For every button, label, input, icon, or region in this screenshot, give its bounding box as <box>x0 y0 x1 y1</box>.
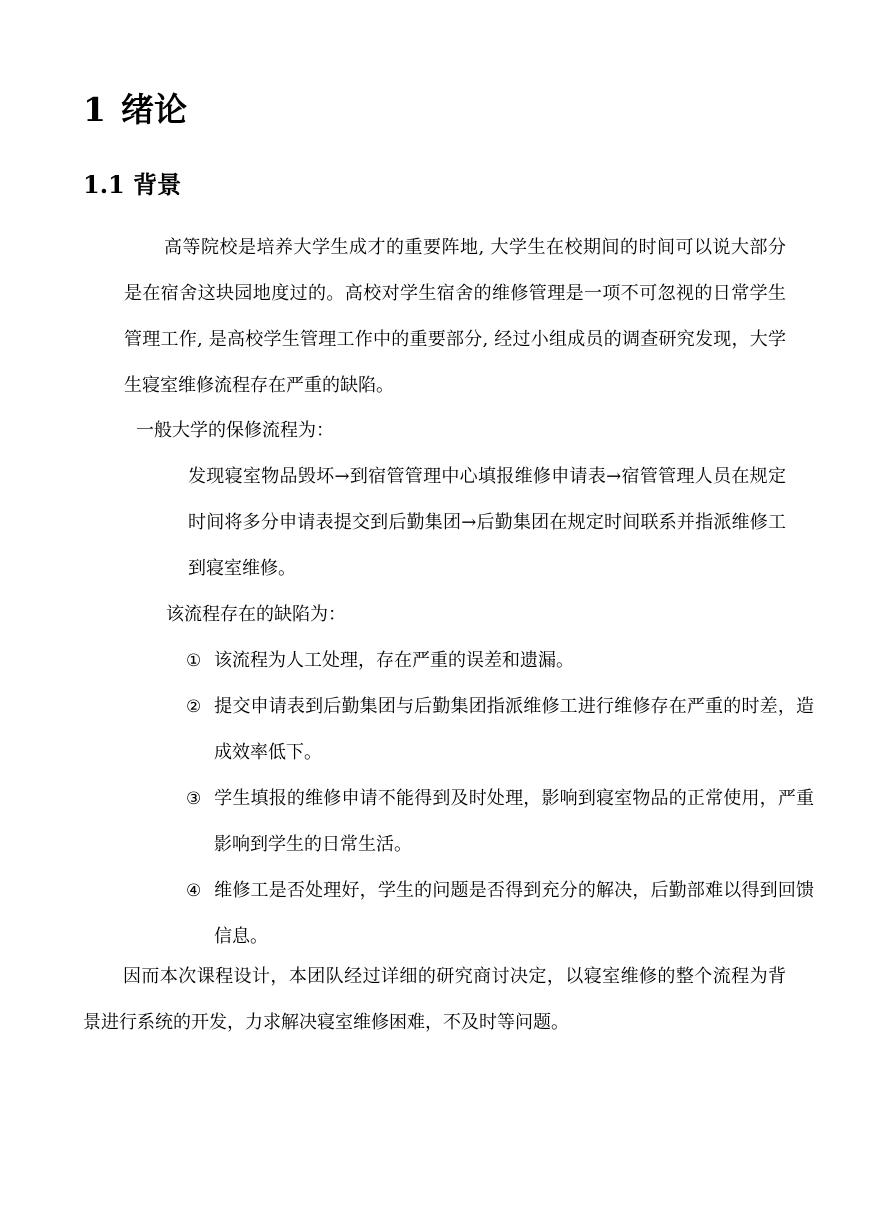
chapter-number: 1 <box>83 90 106 129</box>
defect-text: 提交申请表到后勤集团与后勤集团指派维修工进行维修存在严重的时差，造成效率低下。 <box>214 696 814 763</box>
defect-list-item <box>186 638 814 684</box>
flow-lead-text: 一般大学的保修流程为： <box>136 420 334 441</box>
circled-number-marker: ③ <box>186 789 202 809</box>
intro-paragraph: 高等院校是培养大学生成才的重要阵地, 大学生在校期间的时间可以说大部分是在宿舍这块园地度过的。高校对学生宿舍的维修管理是一项不可忽视的日常学生管理工作, 是高校学生管理工作中的重要部分, 经过小组成员的调查研究发现，大学生寝室维修流程存在严重的缺陷。 <box>124 237 786 396</box>
defect-list-item <box>186 684 814 776</box>
defect-list-item <box>186 868 814 960</box>
circled-number-marker: ① <box>186 651 202 671</box>
defect-list-item <box>186 776 814 868</box>
defect-text: 维修工是否处理好，学生的问题是否得到充分的解决，后勤部难以得到回馈信息。 <box>214 880 814 947</box>
chapter-heading <box>83 86 187 134</box>
circled-number-marker: ② <box>186 697 202 717</box>
repair-flow-paragraph: 发现寝室物品毁坏→到宿管管理中心填报维修申请表→宿管管理人员在规定时间将多分申请表提交到后勤集团→后勤集团在规定时间联系并指派维修工到寝室维修。 <box>188 466 786 579</box>
defects-lead-text: 该流程存在的缺陷为： <box>166 604 346 625</box>
defect-text: 该流程为人工处理，存在严重的误差和遗漏。 <box>214 650 574 671</box>
circled-number-marker: ④ <box>186 881 202 901</box>
chapter-title: 绪论 <box>120 90 187 129</box>
conclusion-paragraph: 因而本次课程设计，本团队经过详细的研究商讨决定，以寝室维修的整个流程为背景进行系统的开发，力求解决寝室维修困难，不及时等问题。 <box>83 966 786 1033</box>
section-heading: 1.1 背景 <box>83 170 182 199</box>
defect-text: 学生填报的维修申请不能得到及时处理，影响到寝室物品的正常使用，严重影响到学生的日常生活。 <box>214 788 814 855</box>
